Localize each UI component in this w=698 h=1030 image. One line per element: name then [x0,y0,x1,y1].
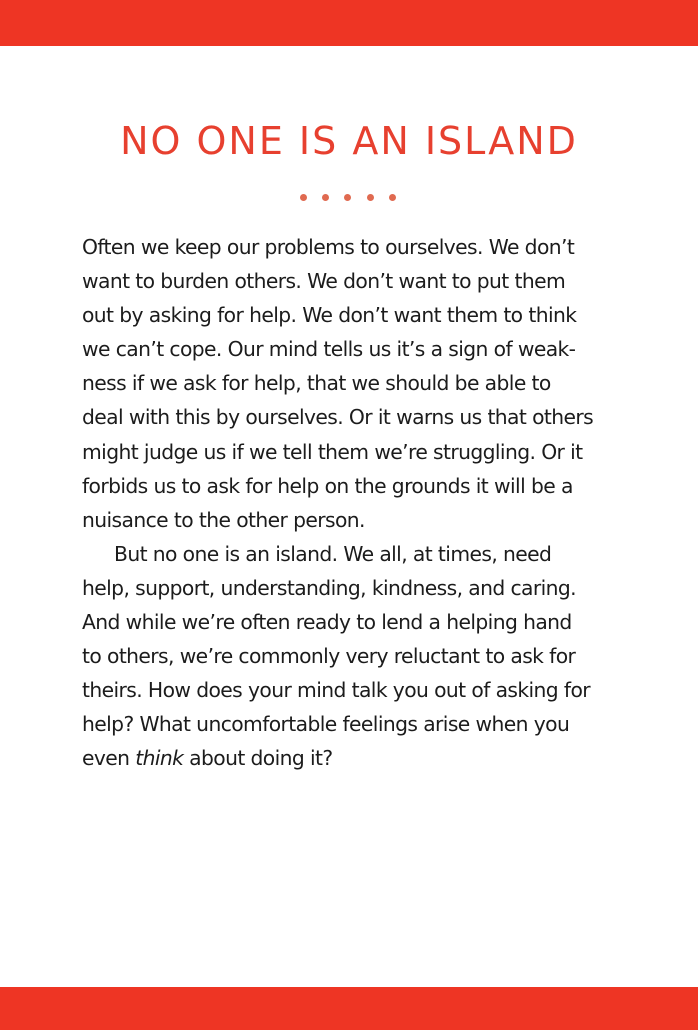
paragraph-2 [82,537,622,776]
text-line: might judge us if we tell them we’re struggling. Or it [82,439,583,464]
page-title: NO ONE IS AN ISLAND [120,119,578,163]
five-dot-ornament-icon [300,194,400,202]
ornament-dot [322,194,329,201]
text-line: help? What uncomfortable feelings arise when you [82,712,570,737]
text-line: help, support, understanding, kindness, and caring. [82,575,577,600]
text-line: ness if we ask for help, that we should be able to [82,371,551,396]
text-segment: even [82,746,136,771]
text-line: want to burden others. We don’t want to put them [82,269,566,294]
text-line: to others, we’re commonly very reluctant to ask for [82,644,576,669]
ornament-dot [300,194,307,201]
ornament-dot [389,194,396,201]
text-line: nuisance to the other person. [82,507,365,532]
ornament-dot [344,194,351,201]
text-line: And while we’re often ready to lend a helping hand [82,610,572,635]
text-line: deal with this by ourselves. Or it warns us that others [82,405,594,430]
text-line: But no one is an island. We all, at times, need [114,541,552,566]
text-line: forbids us to ask for help on the grounds it will be a [82,473,573,498]
ornament-dot [367,194,374,201]
text-line: theirs. How does your mind talk you out of asking for [82,678,591,703]
text-line: out by asking for help. We don’t want them to think [82,303,577,328]
text-line-last [82,741,622,775]
paragraph-1 [82,230,622,537]
text-segment: about doing it? [183,746,333,771]
top-color-band [0,0,698,46]
text-line: Often we keep our problems to ourselves. We don’t [82,235,575,259]
body-text [82,230,622,776]
emphasized-word: think [135,746,184,771]
text-line: we can’t cope. Our mind tells us it’s a sign of weak- [82,337,576,362]
bottom-color-band [0,987,698,1030]
